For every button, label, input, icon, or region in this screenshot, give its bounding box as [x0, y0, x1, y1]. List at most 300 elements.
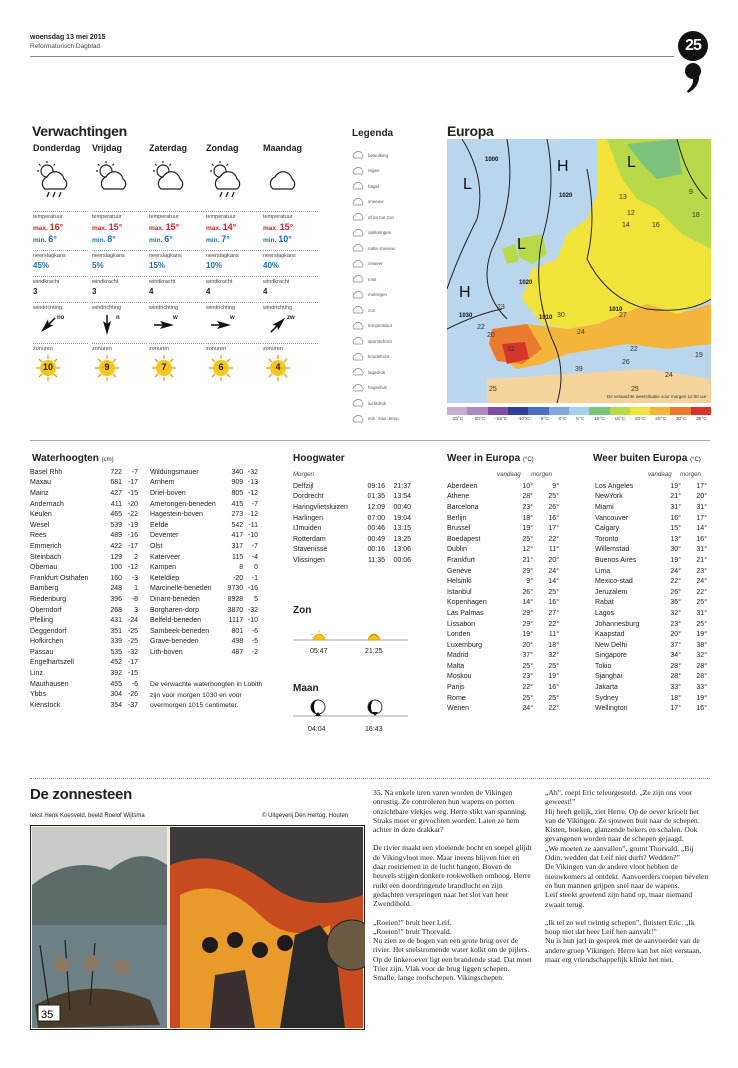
table-row — [30, 541, 138, 552]
row-value: 115 — [231, 553, 244, 561]
scale-label: -25°C — [451, 417, 464, 422]
table-row — [595, 619, 707, 630]
moonset-icon — [368, 700, 382, 716]
svg-text:L: L — [517, 236, 526, 253]
row-value: 34° — [670, 652, 681, 660]
table-row — [447, 587, 559, 598]
row-label: Miami — [595, 503, 614, 511]
row-value: 01:35 — [367, 493, 385, 501]
row-value: -17 — [127, 542, 138, 550]
table-row — [595, 629, 707, 640]
table-row — [447, 481, 559, 492]
row-label: Wenen — [447, 705, 470, 713]
scale-label: -10°C — [517, 417, 530, 422]
row-value: 722 — [110, 468, 122, 476]
moon-title: Maan — [293, 683, 319, 694]
row-value: 30° — [670, 546, 681, 554]
row-value: 681 — [110, 479, 122, 487]
forecast-day-4 — [263, 143, 318, 382]
row-label: Stavenisse — [293, 546, 328, 554]
row-value: -1 — [251, 574, 258, 582]
europe-map-title: Europa — [447, 123, 494, 139]
sun-label: zonuren — [92, 343, 147, 352]
row-label: Haringvlietsluizen — [293, 503, 348, 511]
row-label: Berlijn — [447, 514, 467, 522]
sun-hours: 4 — [263, 354, 318, 382]
row-value: 13:06 — [393, 546, 411, 554]
temp-label: temperatuur — [33, 211, 88, 220]
row-value: 36° — [670, 599, 681, 607]
row-value: 452 — [110, 659, 122, 667]
row-label: Dublin — [447, 546, 467, 554]
table-row — [150, 531, 258, 542]
rain-cloud-sun-icon — [33, 159, 77, 203]
row-value: 29° — [522, 567, 533, 575]
row-value: 25° — [548, 662, 559, 670]
scale-swatch — [467, 407, 487, 415]
row-label: Hofkirchen — [30, 638, 64, 646]
comic-paragraph: De rivier maakt een vloeiende bocht en soepel glijdt de Vikingvloot mee. Maar ineens blijven hier en daar roeiriemen in de lucht hangen. Boven de heuvels stijgen donkere rookwolken omhoog. Herre ruikt een doordringende brandlucht en zijn gedachten verspringen naar het slot van heer Zwendibold. — [373, 843, 532, 909]
scale-label: 0°C — [558, 417, 567, 422]
table-row — [447, 534, 559, 545]
max-temp: max. 14° — [206, 222, 237, 232]
table-row — [595, 693, 707, 704]
row-value: 32° — [548, 652, 559, 660]
map-credit: De verwachte weersituatie voor morgen 12:00 uur — [607, 394, 707, 399]
rain-chance: 15% — [149, 261, 166, 270]
row-value: 396 — [110, 595, 122, 603]
row-value: 26° — [670, 588, 681, 596]
row-value: 11° — [548, 631, 559, 639]
row-label: Los Angeles — [595, 482, 634, 490]
row-value: 1117 — [228, 617, 244, 625]
row-value: 431 — [110, 617, 122, 625]
row-label: Emmerich — [30, 542, 62, 550]
table-row — [447, 555, 559, 566]
table-row — [447, 619, 559, 630]
row-value: 19° — [522, 525, 533, 533]
scale-swatch — [549, 407, 569, 415]
table-row — [293, 481, 411, 492]
row-value: 12° — [522, 546, 533, 554]
row-value: 37° — [522, 652, 533, 660]
min-temp: min. 6° — [149, 234, 173, 244]
temp-label: temperatuur — [92, 211, 147, 220]
row-label: Steinbach — [30, 553, 62, 561]
legend-symbol-icon — [352, 336, 364, 346]
table-row — [595, 545, 707, 556]
scale-swatch — [447, 407, 467, 415]
table-row — [447, 629, 559, 640]
row-value: 24° — [670, 567, 681, 575]
map-temp-label: 9 — [689, 189, 693, 196]
row-value: 25° — [548, 694, 559, 702]
row-label: Pfelling — [30, 617, 53, 625]
table-row — [30, 615, 138, 626]
wind-label: windkracht — [206, 276, 261, 285]
row-value: -15 — [127, 489, 138, 497]
temp-label: temperatuur — [263, 211, 318, 220]
map-temp-label: 25 — [489, 386, 497, 393]
table-row — [447, 523, 559, 534]
row-value: 21:37 — [393, 482, 411, 490]
table-row — [293, 555, 411, 566]
rain-label: neerslagkans — [263, 250, 318, 259]
row-value: -19 — [127, 521, 138, 529]
sun-label: zonuren — [33, 343, 88, 352]
row-value: 25° — [696, 599, 707, 607]
legend-item: min. max. temp. — [352, 414, 400, 424]
moonset-time: 16:43 — [365, 726, 383, 733]
row-value: -20 — [233, 574, 244, 582]
scale-label: 25°C — [655, 417, 666, 422]
table-row — [447, 703, 559, 714]
table-row — [595, 492, 707, 503]
row-label: Belfeld-beneden — [150, 617, 201, 625]
row-value: 273 — [231, 511, 244, 519]
table-row — [150, 626, 258, 637]
row-label: Wesel — [30, 521, 50, 529]
wind-force: 3 — [92, 287, 97, 296]
water-table-2 — [150, 467, 258, 658]
legend-item: regen — [352, 166, 380, 176]
table-row — [595, 523, 707, 534]
row-value: 23° — [522, 673, 533, 681]
row-value: 29° — [522, 620, 533, 628]
scale-label: 10°C — [594, 417, 605, 422]
legend-symbol-icon — [352, 150, 364, 160]
table-row — [447, 661, 559, 672]
legend-symbol-icon — [352, 367, 364, 377]
scale-label: -15°C — [495, 417, 508, 422]
max-temp: max. 15° — [92, 222, 123, 232]
comic-title: De zonnesteen — [30, 786, 132, 803]
map-temp-label: 39 — [575, 366, 583, 373]
row-value: 805 — [231, 489, 244, 497]
table-row — [30, 647, 138, 658]
scale-swatch — [488, 407, 508, 415]
scale-label: 20°C — [634, 417, 646, 422]
row-value: 31° — [670, 503, 681, 511]
table-row — [595, 651, 707, 662]
row-value: 07:00 — [367, 514, 385, 522]
table-row — [30, 700, 138, 711]
map-isobar-label: 1020 — [559, 193, 573, 199]
svg-text:L: L — [627, 154, 636, 171]
legend-item: mist — [352, 274, 376, 284]
table-row — [293, 534, 411, 545]
table-row — [150, 541, 258, 552]
row-label: Malta — [447, 662, 465, 670]
scale-swatch — [630, 407, 650, 415]
row-value: 17° — [670, 705, 681, 713]
tide-sub: Morgen — [293, 471, 314, 478]
scale-swatch — [691, 407, 711, 415]
row-value: 19° — [670, 556, 681, 564]
row-value: 16° — [670, 514, 681, 522]
winddir-label: windrichting — [206, 302, 261, 311]
row-value: -3 — [131, 574, 138, 582]
row-value: 8928 — [227, 595, 244, 603]
table-row — [447, 672, 559, 683]
row-label: Marcinelle-beneden — [150, 585, 212, 593]
row-value: -11 — [248, 521, 258, 529]
table-row — [150, 637, 258, 648]
row-label: Johannesburg — [595, 620, 640, 628]
legend-item: sneeuw — [352, 197, 384, 207]
row-value: 00:16 — [367, 546, 385, 554]
row-label: Kopenhagen — [447, 599, 487, 607]
map-isobar-label: 1000 — [485, 157, 499, 163]
map-temp-label: 24 — [665, 372, 673, 379]
row-value: 16° — [696, 705, 707, 713]
row-value: -4 — [251, 553, 258, 561]
scale-label: 30°C — [675, 417, 687, 422]
table-row — [150, 488, 258, 499]
legend-symbol-icon — [352, 166, 364, 176]
row-label: Katerveer — [150, 553, 181, 561]
table-row — [595, 555, 707, 566]
row-label: Aberdeen — [447, 482, 478, 490]
comma-logo-icon — [684, 62, 704, 94]
legend-symbol-icon — [352, 383, 364, 393]
row-value: -2 — [251, 648, 258, 656]
world-weather-table — [595, 481, 707, 714]
row-value: -25 — [127, 627, 138, 635]
wind-force: 4 — [263, 287, 268, 296]
row-value: 31° — [696, 503, 707, 511]
row-value: -7 — [131, 468, 138, 476]
row-value: 22° — [670, 578, 681, 586]
wind-label: windkracht — [263, 276, 318, 285]
legend-item: onweer — [352, 259, 383, 269]
row-label: Helsinki — [447, 578, 472, 586]
rain-cloud-sun-icon — [206, 159, 250, 203]
wind-arrow: no — [33, 313, 88, 337]
table-row — [30, 488, 138, 499]
min-temp: min. 10° — [263, 234, 292, 244]
row-value: -22 — [127, 511, 138, 519]
legend-item: luchtdruk — [352, 398, 386, 408]
table-row — [30, 552, 138, 563]
row-label: Keulen — [30, 511, 52, 519]
temperature-scale-labels — [447, 417, 711, 422]
row-value: 18° — [522, 514, 533, 522]
forecast-day-3 — [206, 143, 261, 382]
row-value: 489 — [110, 532, 122, 540]
table-row — [150, 584, 258, 595]
row-label: Kienstock — [30, 701, 61, 709]
row-value: 18° — [670, 694, 681, 702]
legend-symbol-icon — [352, 212, 364, 222]
row-value: -5 — [251, 638, 258, 646]
row-value: 354 — [110, 701, 122, 709]
table-row — [150, 615, 258, 626]
map-temp-label: 32 — [507, 346, 515, 353]
row-label: Las Palmas — [447, 609, 484, 617]
legend-symbol-icon — [352, 321, 364, 331]
row-value: 25° — [548, 493, 559, 501]
row-value: -16 — [247, 585, 258, 593]
table-row — [447, 640, 559, 651]
sun-title: Zon — [293, 605, 312, 616]
table-row — [30, 605, 138, 616]
row-label: Olst — [150, 542, 163, 550]
scale-swatch — [650, 407, 670, 415]
map-temp-label: 24 — [577, 329, 585, 336]
row-value: 268 — [110, 606, 122, 614]
row-label: Mainz — [30, 489, 49, 497]
forecast-day-name: Zondag — [206, 143, 239, 153]
row-value: 23° — [670, 620, 681, 628]
row-value: 465 — [110, 511, 122, 519]
table-row — [30, 668, 138, 679]
eu-weather-title: Weer in Europa (°C) — [447, 453, 534, 464]
row-value: 28° — [522, 493, 533, 501]
row-label: Lissabon — [447, 620, 476, 628]
moonrise-time: 04:04 — [308, 726, 326, 733]
row-value: 20° — [522, 641, 533, 649]
wind-arrow: w — [206, 313, 261, 337]
wind-label: windkracht — [33, 276, 88, 285]
row-value: 28° — [670, 673, 681, 681]
water-title: Waterhoogten (cm) — [32, 453, 114, 464]
tide-table — [293, 481, 411, 566]
row-label: Obernau — [30, 564, 58, 572]
table-row — [595, 534, 707, 545]
map-isobar-label: 1030 — [459, 313, 473, 319]
row-label: New Delhi — [595, 641, 627, 649]
table-row — [595, 598, 707, 609]
sun-hours: 10 — [33, 354, 88, 382]
wind-label: windkracht — [92, 276, 147, 285]
row-label: Rome — [447, 694, 466, 702]
row-value: 25° — [522, 662, 533, 670]
row-value: 23° — [696, 567, 707, 575]
row-value: -16 — [127, 532, 138, 540]
page-number: 25 — [678, 31, 708, 61]
eu-weather-h2: morgen — [531, 471, 552, 478]
row-value: 25° — [522, 694, 533, 702]
table-row — [293, 513, 411, 524]
row-label: Willemstad — [595, 546, 630, 554]
row-value: 00:49 — [367, 535, 385, 543]
row-value: 5 — [254, 595, 258, 603]
legend-item: temperatuur — [352, 321, 392, 331]
row-label: Delfzijl — [293, 482, 314, 490]
table-row — [150, 647, 258, 658]
forecast-day-2 — [149, 143, 204, 382]
legend-symbol-icon — [352, 352, 364, 362]
row-label: Hagestein-boven — [150, 511, 203, 519]
row-value: 33° — [696, 684, 707, 692]
table-row — [595, 587, 707, 598]
table-row — [595, 661, 707, 672]
sunset-icon — [368, 634, 380, 640]
row-value: 392 — [110, 670, 122, 678]
table-row — [150, 478, 258, 489]
table-row — [30, 520, 138, 531]
row-label: Amerongen-beneden — [150, 500, 216, 508]
table-row — [447, 693, 559, 704]
row-value: 417 — [231, 532, 244, 540]
world-weather-title: Weer buiten Europa (°C) — [593, 453, 701, 464]
rain-chance: 40% — [263, 261, 280, 270]
row-value: 2 — [134, 553, 138, 561]
eu-weather-table — [447, 481, 559, 714]
tide-title: Hoogwater — [293, 453, 345, 464]
row-value: 535 — [110, 648, 122, 656]
row-value: 16° — [548, 514, 559, 522]
table-row — [595, 703, 707, 714]
row-label: Driel-boven — [150, 489, 186, 497]
row-value: 19° — [548, 673, 559, 681]
row-label: Athene — [447, 493, 470, 501]
row-value: -7 — [251, 500, 258, 508]
table-row — [30, 626, 138, 637]
row-value: 32° — [670, 609, 681, 617]
forecast-day-name: Zaterdag — [149, 143, 188, 153]
row-label: Sjanghai — [595, 673, 623, 681]
row-value: 411 — [110, 500, 122, 508]
table-row — [30, 584, 138, 595]
min-temp: min. 8° — [92, 234, 116, 244]
row-value: 29° — [522, 609, 533, 617]
table-row — [30, 509, 138, 520]
row-value: 23° — [522, 503, 533, 511]
table-row — [30, 594, 138, 605]
row-label: Sambeek-beneden — [150, 627, 210, 635]
row-value: 340 — [231, 468, 244, 476]
row-value: 20° — [670, 631, 681, 639]
temperature-scale — [447, 407, 711, 415]
row-value: 20° — [548, 556, 559, 564]
row-value: 8 — [239, 564, 244, 572]
row-label: Singapore — [595, 652, 627, 660]
map-temp-label: 25 — [631, 386, 639, 393]
sunrise-time: 05:47 — [310, 648, 328, 655]
scale-swatch — [670, 407, 690, 415]
row-value: -10 — [247, 617, 258, 625]
row-value: 00:40 — [393, 503, 411, 511]
row-label: Londen — [447, 631, 471, 639]
row-value: 24° — [696, 578, 707, 586]
row-label: Moskou — [447, 673, 472, 681]
row-label: Barcelona — [447, 503, 479, 511]
row-label: Ybbs — [30, 691, 46, 699]
table-row — [595, 608, 707, 619]
wind-label: windkracht — [149, 276, 204, 285]
row-value: 19° — [696, 694, 707, 702]
scale-swatch — [610, 407, 630, 415]
comic-paragraph: „Roeien!” brult heer Leif. „Roeien!” brult Thorvald. Nu zien ze de bogen van een grote brug over de rivier. Het snelstromende water kolkt om de pijlers. Op de linkeroever ligt een brandende stad. Dat moet Trier zijn. Vlak voor de brug liggen schepen. Smalle, lange roofschepen. Vikingschepen. — [373, 917, 532, 983]
comic-text-col2 — [545, 788, 710, 973]
table-row — [595, 513, 707, 524]
scale-swatch — [528, 407, 548, 415]
row-value: 498 — [231, 638, 244, 646]
row-label: Harlingen — [293, 514, 323, 522]
map-temp-label: 30 — [557, 312, 565, 319]
row-label: Andernach — [30, 500, 64, 508]
row-label: Engelhartszell — [30, 659, 74, 667]
table-row — [447, 576, 559, 587]
row-value: 3 — [134, 606, 138, 614]
table-row — [150, 509, 258, 520]
row-value: 00:46 — [367, 525, 385, 533]
winddir-label: windrichting — [33, 302, 88, 311]
moonrise-icon — [311, 700, 325, 716]
row-value: 17° — [696, 514, 707, 522]
